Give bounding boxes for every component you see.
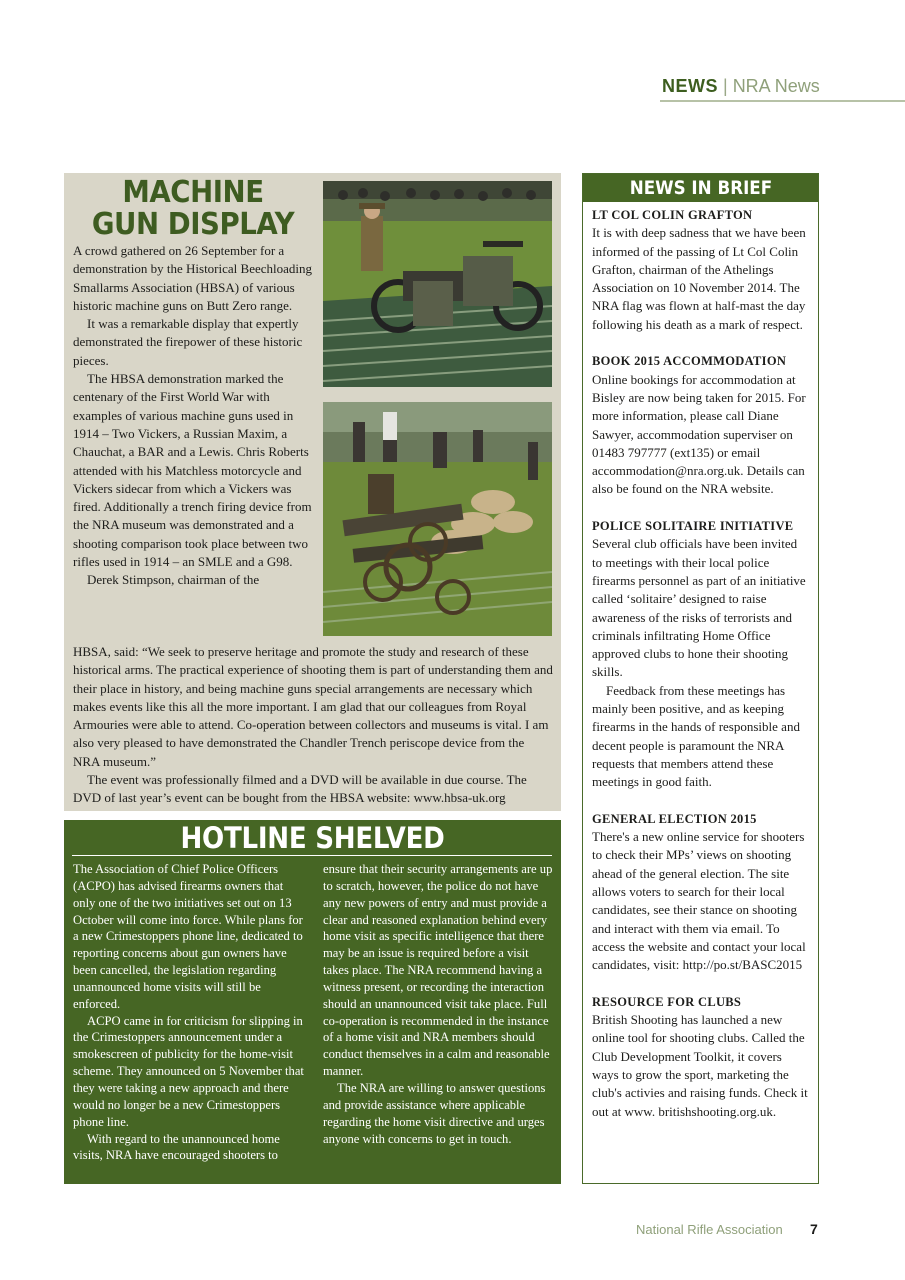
- brief-item: [592, 352, 810, 498]
- paragraph: With regard to the unannounced home visits, NRA have encouraged shooters to: [73, 1131, 280, 1163]
- brief-item: [592, 993, 810, 1121]
- brief-heading: RESOURCE FOR CLUBS: [592, 994, 742, 1009]
- article-title: MACHINE GUN DISPLAY: [91, 175, 295, 242]
- machine-gun-article: [64, 173, 561, 811]
- paragraph: The Association of Chief Police Officers (ACPO) has advised firearms owners that only one of the two initiatives set out on 13 October will come into force. While plans for a new Crimestoppers phone line, dedicated to reporting concerns about gun owners have been cancelled, the legislation regarding unannounced home visits will still be enforced.: [73, 862, 303, 1011]
- brief-text: There's a new online service for shooters to check their MPs’ views on shooting ahead of the general election. The site allows voters to search for their local candidates, see their stance on shooting and interact with them via email. To access the website and contact your local candidates, visit: http://po.st/BASC2015: [592, 829, 806, 973]
- brief-heading: POLICE SOLITAIRE INITIATIVE: [592, 519, 794, 534]
- brief-item: [592, 206, 810, 334]
- brief-item: [592, 810, 810, 975]
- article-title: HOTLINE SHELVED: [180, 821, 445, 855]
- article-column-left: [73, 861, 305, 1164]
- brief-heading: GENERAL ELECTION 2015: [592, 811, 757, 826]
- brief-item: [592, 517, 810, 791]
- header-rule: [660, 100, 905, 102]
- hotline-article: [64, 820, 561, 1184]
- machine-guns-photo: [323, 402, 552, 636]
- article-body-column: [73, 242, 313, 590]
- brief-text: It is with deep sadness that we have been informed of the passing of Lt Col Colin Grafton, chairman of the Athelings Association on 10 November 2014. The NRA flag was flown at half-mast the day following his death as a mark of respect.: [592, 225, 806, 332]
- brief-text: Several club officials have been invited to meetings with their local police firearms personnel as part of an initiative called ‘solitaire’ designed to raise awareness of the risks of terrorists and criminals infiltrating Home Office approved clubs to hone their shooting skills.: [592, 536, 806, 680]
- brief-heading: BOOK 2015 ACCOMMODATION: [592, 354, 787, 369]
- motorcycle-photo: [323, 181, 552, 387]
- title-rule: [72, 855, 552, 856]
- paragraph: A crowd gathered on 26 September for a demonstration by the Historical Beechloading Smallarms Association (HBSA) of various historic machine guns on Butt Zero range.: [73, 243, 312, 313]
- sidebar-title: NEWS IN BRIEF: [583, 174, 818, 202]
- paragraph: The NRA are willing to answer questions and provide assistance where applicable regarding the home visit directive and urges anyone with concerns to get in touch.: [323, 1080, 546, 1146]
- paragraph: ensure that their security arrangements are up to scratch, however, the police do not have any new powers of entry and must provide a clear and reasoned explanation behind every home visit as specific intelligence that there may be an issue is required before a visit takes place. The NRA recommend having a witness present, or recording the interaction should an unannounced visit take place. Full co-operation is recommended in the instance of a home visit and NRA members should conduct themselves in a calm and reasonable manner.: [323, 862, 553, 1079]
- brief-heading: LT COL COLIN GRAFTON: [592, 208, 753, 222]
- brief-text: Feedback from these meetings has mainly been positive, and as keeping firearms in the hands of responsible and decent people is paramount the NRA requests that members attend these meetings in good faith.: [592, 682, 800, 790]
- publication-name: National Rifle Association: [636, 1222, 783, 1237]
- paragraph: Derek Stimpson, chairman of the: [87, 572, 260, 588]
- article-body-full-width: [73, 643, 553, 808]
- paragraph: It was a remarkable display that expertly demonstrated the firepower of these historic pieces.: [73, 316, 303, 368]
- paragraph: ACPO came in for criticism for slipping in the Crimestoppers announcement under a smokescreen of publicity for the home-visit scheme. They announced on 5 November that they were taking a new approach and there would no longer be a new Crimestoppers phone line.: [73, 1013, 304, 1129]
- paragraph: The event was professionally filmed and a DVD will be available in due course. The DVD of last year’s event can be bought from the HBSA website: www.hbsa-uk.org: [73, 772, 527, 806]
- brief-text: British Shooting has launched a new online tool for shooting clubs. Called the Club Development Toolkit, it covers ways to grow the sport, marketing the club's activies and raising funds. Check it out at www. britishshooting.org.uk.: [592, 1012, 808, 1119]
- subsection-label: NRA News: [732, 76, 820, 96]
- header-separator: |: [723, 76, 728, 96]
- news-in-brief-sidebar: [582, 173, 819, 1184]
- section-label: NEWS: [662, 76, 718, 96]
- section-header: [662, 76, 820, 97]
- article-column-right: [323, 861, 555, 1147]
- brief-text: Online bookings for accommodation at Bisley are now being taken for 2015. For more information, please call Diane Sawyer, accommodation superviser on 01483 797777 (ext135) or email accommodation@nra.org.uk. Details can also be found on the NRA website.: [592, 371, 806, 497]
- page-number: 7: [810, 1221, 818, 1237]
- paragraph: HBSA, said: “We seek to preserve heritage and promote the study and research of these historical arms. The practical experience of shooting them is part of understanding them and their place in history, and being machine guns special arrangements are necessary which makes events like this all the more important. I am glad that our colleagues from Royal Armouries were able to attend. Co-operation between collectors and museums is vital. I am also very pleased to have demonstrated the Chandler Trench periscope device from the NRA museum.”: [73, 644, 553, 769]
- paragraph: The HBSA demonstration marked the centenary of the First World War with examples of various machine guns used in 1914 – Two Vickers, a Russian Maxim, a Chauchat, a BAR and a Lewis. Chris Roberts attended with his Matchless motorcycle and Vickers sidecar from which a Vickers was fired. Additionally a trench firing device from the NRA museum was demonstrated and a shooting comparison took place between two rifles used in 1914 – an SMLE and a G98.: [73, 371, 312, 570]
- brief-items: [583, 202, 818, 1121]
